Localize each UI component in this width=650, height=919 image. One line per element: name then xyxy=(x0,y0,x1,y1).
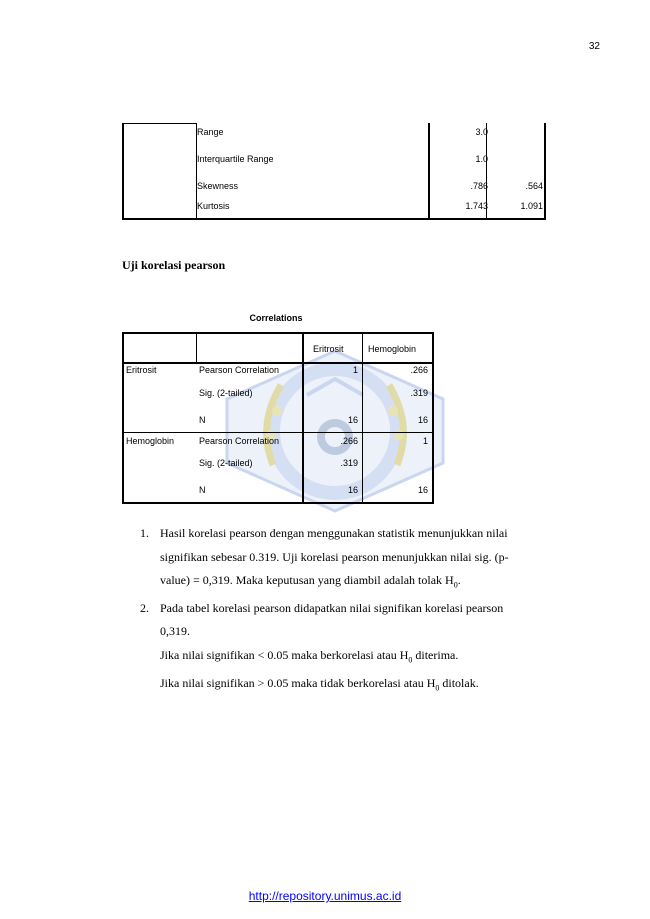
descriptives-table xyxy=(122,123,546,220)
table-row xyxy=(122,154,546,168)
correlations-table xyxy=(122,332,434,504)
row-statistic-label: Sig. (2-tailed) xyxy=(199,458,253,468)
list-item xyxy=(140,522,560,597)
list-item-line: Hasil korelasi pearson dengan menggunakan statistik menunjukkan nilai xyxy=(160,526,508,540)
correlation-value: .266 xyxy=(340,436,358,446)
statistic-value: .564 xyxy=(525,181,543,191)
correlation-value: 16 xyxy=(417,485,428,495)
findings-list xyxy=(140,522,560,700)
correlation-value: 16 xyxy=(417,415,428,425)
list-item-line: Pada tabel korelasi pearson didapatkan nilai signifikan korelasi pearson xyxy=(160,600,504,615)
correlation-value: 1 xyxy=(422,436,428,446)
table-bottom-rule xyxy=(122,502,434,504)
list-item-number: 2. xyxy=(140,600,149,615)
statistic-value: .786 xyxy=(470,181,488,191)
row-variable-label: Hemoglobin xyxy=(126,436,175,446)
row-statistic-label: N xyxy=(199,415,206,425)
statistic-value: 1.091 xyxy=(520,201,543,211)
correlation-value: .266 xyxy=(410,365,428,375)
table-top-rule xyxy=(122,332,434,334)
section-heading: Uji korelasi pearson xyxy=(122,258,226,272)
statistic-label: Skewness xyxy=(197,181,239,191)
list-item-line: value) = 0,319. Maka keputusan yang diambil adalah tolak $H_0$. xyxy=(160,573,461,590)
page-number: 32 xyxy=(588,41,600,52)
column-header-eritrosit: Eritrosit xyxy=(313,344,344,354)
table-row xyxy=(122,127,546,141)
statistic-value: 1.743 xyxy=(465,201,488,211)
list-item-line: Jika nilai signifikan > 0.05 maka tidak berkorelasi atau $H_0$ ditolak. xyxy=(160,675,479,693)
column-divider xyxy=(196,332,197,363)
row-statistic-label: Pearson Correlation xyxy=(199,365,280,375)
list-item-line: Jika nilai signifikan < 0.05 maka berkorelasi atau $H_0$ diterima. xyxy=(160,647,459,665)
repository-link[interactable]: http://repository.unimus.ac.id xyxy=(248,889,402,903)
table-bottom-rule xyxy=(122,218,546,220)
row-statistic-label: N xyxy=(199,485,206,495)
column-header-hemoglobin: Hemoglobin xyxy=(368,344,417,354)
header-rule xyxy=(122,362,434,364)
correlation-value: 16 xyxy=(347,415,358,425)
list-item-line: signifikan sebesar 0.319. Uji korelasi pearson menunjukkan nilai sig. (p- xyxy=(160,549,509,564)
statistic-value: 3.0 xyxy=(475,127,488,137)
correlation-value: 16 xyxy=(347,485,358,495)
statistic-label: Interquartile Range xyxy=(197,154,274,164)
list-item xyxy=(140,597,560,700)
correlations-title: Correlations xyxy=(249,313,303,323)
statistic-value: 1.0 xyxy=(475,154,488,164)
list-item-number: 1. xyxy=(140,526,149,540)
row-statistic-label: Sig. (2-tailed) xyxy=(199,388,253,398)
correlation-value: .319 xyxy=(340,458,358,468)
column-divider xyxy=(362,332,363,504)
correlation-value: 1 xyxy=(352,365,358,375)
row-variable-label: Eritrosit xyxy=(126,365,157,375)
row-group-rule xyxy=(122,432,434,433)
statistic-label: Range xyxy=(197,127,224,137)
table-top-rule xyxy=(122,123,196,124)
row-statistic-label: Pearson Correlation xyxy=(199,436,280,446)
list-item-line: 0,319. xyxy=(160,624,190,639)
correlation-value: .319 xyxy=(410,388,428,398)
statistic-label: Kurtosis xyxy=(197,201,230,211)
table-row xyxy=(122,201,546,215)
table-right-border xyxy=(432,332,434,504)
table-left-border xyxy=(122,332,124,504)
table-row xyxy=(122,181,546,195)
